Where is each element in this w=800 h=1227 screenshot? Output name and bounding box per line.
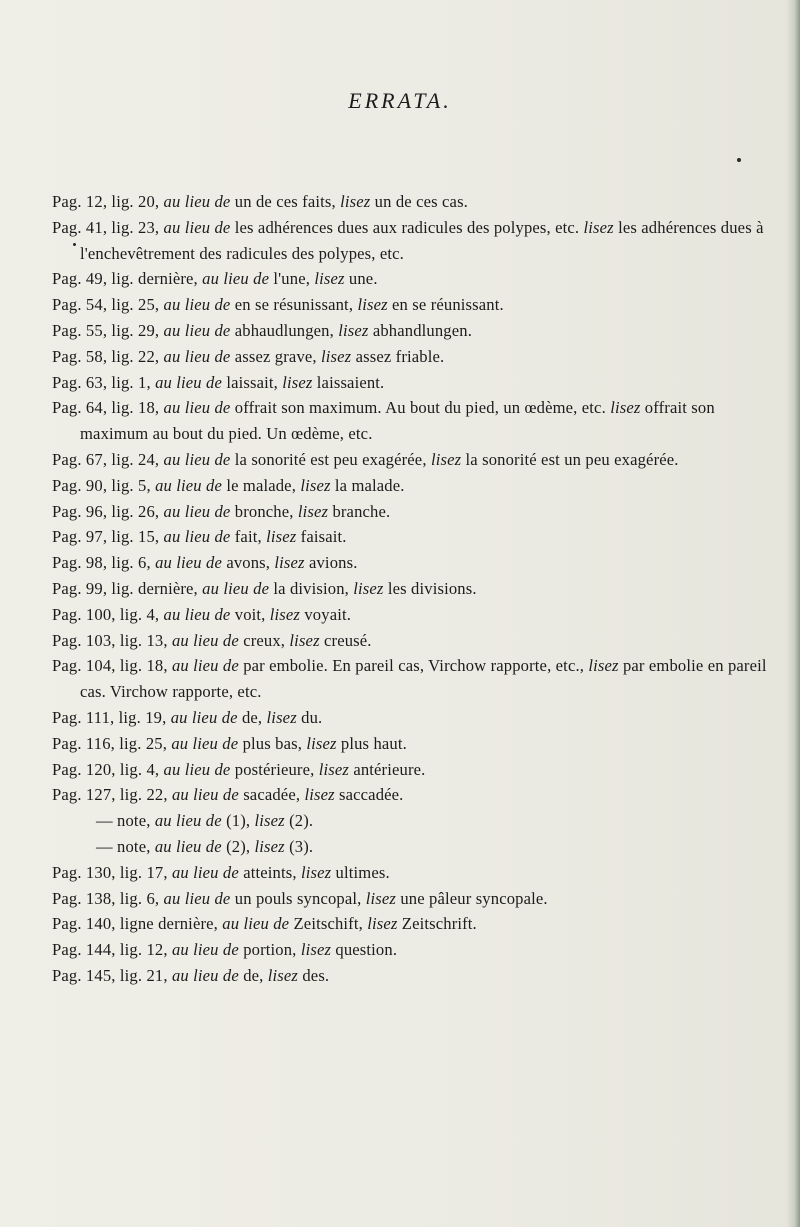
errata-entry: Pag. 54, lig. 25, au lieu de en se résunissant, lisez en se réunissant. bbox=[52, 295, 504, 315]
errata-entry: Pag. 140, ligne dernière, au lieu de Zeitschift, lisez Zeitschrift. bbox=[52, 914, 477, 934]
errata-entry: Pag. 63, lig. 1, au lieu de laissait, lisez laissaient. bbox=[52, 372, 385, 392]
errata-entry: Pag. 12, lig. 20, au lieu de un de ces faits, lisez un de ces cas. bbox=[52, 192, 468, 211]
errata-entry: — note, au lieu de (1), lisez (2). bbox=[96, 811, 314, 831]
errata-entry: — note, au lieu de (2), lisez (3). bbox=[96, 836, 314, 856]
ink-speck bbox=[737, 158, 741, 162]
errata-entry: Pag. 130, lig. 17, au lieu de atteints, lisez ultimes. bbox=[52, 862, 390, 882]
errata-entry: Pag. 120, lig. 4, au lieu de postérieure, lisez antérieure. bbox=[52, 759, 426, 779]
errata-entry: Pag. 41, lig. 23, au lieu de les adhérences dues aux radicules des polypes, etc. lisez les adhérences dues à l'enchevêtrement des radicules des polypes, etc. bbox=[52, 217, 764, 263]
errata-entry: Pag. 99, lig. dernière, au lieu de la division, lisez les divisions. bbox=[52, 578, 477, 598]
errata-entry: Pag. 90, lig. 5, au lieu de le malade, lisez la malade. bbox=[52, 475, 405, 495]
errata-entry: Pag. 111, lig. 19, au lieu de de, lisez du. bbox=[52, 707, 323, 727]
errata-entry: Pag. 138, lig. 6, au lieu de un pouls syncopal, lisez une pâleur syncopale. bbox=[52, 888, 548, 908]
errata-entry: Pag. 55, lig. 29, au lieu de abhaudlungen, lisez abhandlungen. bbox=[52, 320, 473, 340]
errata-entry: Pag. 97, lig. 15, au lieu de fait, lisez faisait. bbox=[52, 527, 347, 547]
errata-entry: Pag. 100, lig. 4, au lieu de voit, lisez voyait. bbox=[52, 604, 352, 624]
errata-list bbox=[52, 189, 772, 989]
page-edge-shadow bbox=[786, 0, 800, 1227]
errata-entry: Pag. 116, lig. 25, au lieu de plus bas, lisez plus haut. bbox=[52, 733, 407, 753]
errata-entry: Pag. 49, lig. dernière, au lieu de l'une, lisez une. bbox=[52, 269, 378, 289]
errata-entry: Pag. 144, lig. 12, au lieu de portion, lisez question. bbox=[52, 940, 398, 960]
errata-entry: Pag. 104, lig. 18, au lieu de par embolie. En pareil cas, Virchow rapporte, etc., lisez par embolie en pareil cas. Virchow rapporte, etc. bbox=[52, 656, 767, 702]
errata-entry: Pag. 64, lig. 18, au lieu de offrait son maximum. Au bout du pied, un œdème, etc. lisez offrait son maximum au bout du pied. Un œdème, etc. bbox=[52, 398, 715, 444]
errata-entry: Pag. 127, lig. 22, au lieu de sacadée, lisez saccadée. bbox=[52, 785, 404, 805]
errata-entry: Pag. 98, lig. 6, au lieu de avons, lisez avions. bbox=[52, 553, 358, 573]
page-title: ERRATA. bbox=[348, 88, 452, 113]
errata-entry: Pag. 145, lig. 21, au lieu de de, lisez des. bbox=[52, 965, 330, 985]
errata-entry: Pag. 96, lig. 26, au lieu de bronche, lisez branche. bbox=[52, 501, 391, 521]
errata-entry: Pag. 67, lig. 24, au lieu de la sonorité est peu exagérée, lisez la sonorité est un peu exagérée. bbox=[52, 449, 679, 469]
errata-entry: Pag. 58, lig. 22, au lieu de assez grave, lisez assez friable. bbox=[52, 346, 445, 366]
errata-entry: Pag. 103, lig. 13, au lieu de creux, lisez creusé. bbox=[52, 630, 372, 650]
